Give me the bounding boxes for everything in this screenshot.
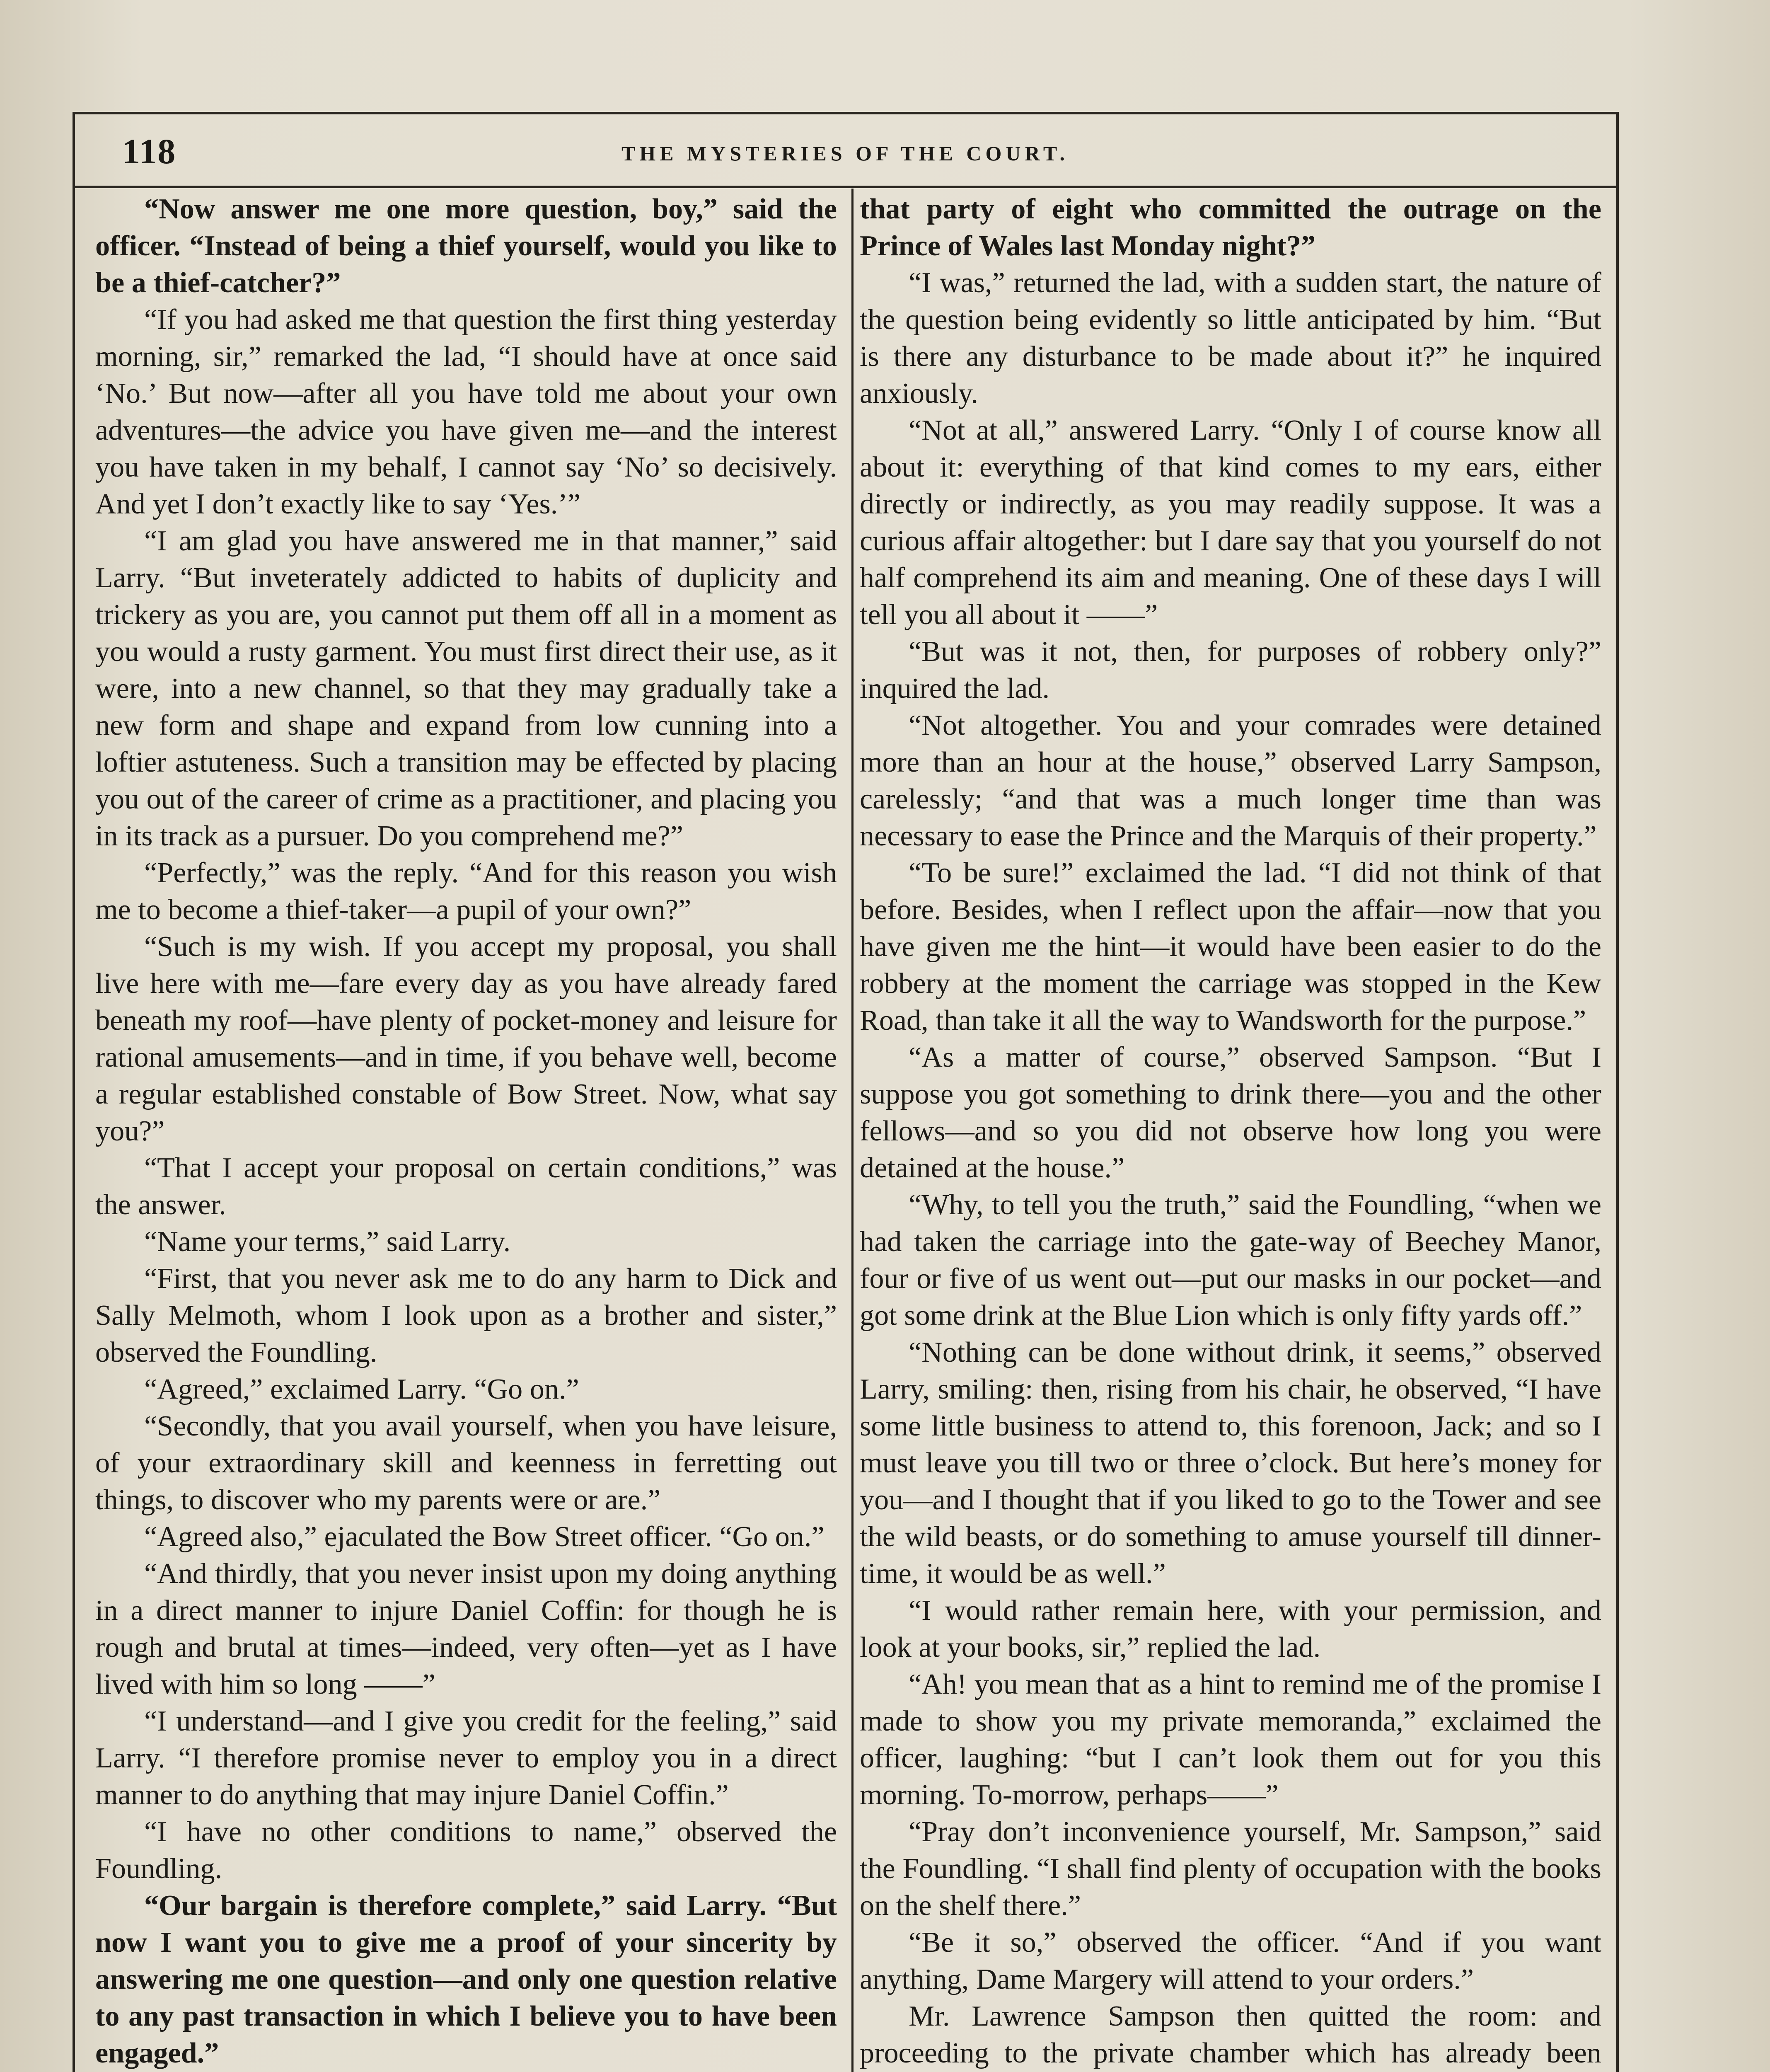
paragraph: “I was,” returned the lad, with a sudden start, the nature of the question being evidently so little anticipated by him. “But is there any disturbance to be made about it?” he inquired anxiously. [860, 266, 1601, 409]
paragraph: “I have no other conditions to name,” observed the Foundling. [95, 1815, 837, 1885]
header-rule [73, 186, 1616, 188]
paragraph: that party of eight who committed the outrage on the Prince of Wales last Monday night?” [860, 193, 1601, 262]
paragraph: “Agreed also,” ejaculated the Bow Street officer. “Go on.” [144, 1520, 825, 1553]
page-number: 118 [122, 131, 177, 171]
column-divider [851, 189, 854, 2072]
paragraph: “To be sure!” exclaimed the lad. “I did not think of that before. Besides, when I reflect upon the affair—now that you have given me the hint—it would have been easier to do the robbery at the moment the carriage was stopped in the Kew Road, than take it all the way to Wandsworth for the purpose.” [860, 857, 1601, 1036]
paragraph: “That I accept your proposal on certain conditions,” was the answer. [95, 1152, 837, 1221]
paragraph: “Such is my wish. If you accept my proposal, you shall live here with me—fare every day as you have already fared beneath my roof—have plenty of pocket-money and leisure for rational amusements—and in time, if you behave well, become a regular established constable of Bow Street. Now, what say you?” [95, 930, 837, 1147]
paragraph: “And thirdly, that you never insist upon my doing anything in a direct manner to injure Daniel Coffin: for though he is rough and brutal at times—indeed, very often—yet as I have lived with him so long ——” [95, 1557, 837, 1700]
left-column [95, 191, 837, 2072]
running-title: THE MYSTERIES OF THE COURT. [621, 142, 1069, 165]
paragraph: “Name your terms,” said Larry. [144, 1225, 511, 1258]
paragraph: Mr. Lawrence Sampson then quitted the room: and proceeding to the private chamber which has already been [860, 2000, 1601, 2069]
right-column [860, 191, 1601, 2072]
paragraph: “Our bargain is therefore complete,” said Larry. “But now I want you to give me a proof of your sincerity by answering me one question—and only one question relative to any past transaction in which I believe you to have been engaged.” [95, 1889, 837, 2069]
paragraph: “As a matter of course,” observed Sampson. “But I suppose you got something to drink there—you and the other fellows—and so you did not observe how long you were detained at the house.” [860, 1041, 1601, 1184]
paragraph: “Perfectly,” was the reply. “And for this reason you wish me to become a thief-taker—a pupil of your own?” [95, 857, 837, 926]
paragraph: “Pray don’t inconvenience yourself, Mr. Sampson,” said the Foundling. “I shall find plenty of occupation with the books on the shelf there.” [860, 1815, 1601, 1922]
paragraph: “Not at all,” answered Larry. “Only I of course know all about it: everything of that kind comes to my ears, either directly or indirectly, as you may readily suppose. It was a curious affair altogether: but I dare say that you yourself do not half comprehend its aim and meaning. One of these days I will tell you all about it ——” [860, 414, 1601, 631]
paragraph: “Why, to tell you the truth,” said the Foundling, “when we had taken the carriage into the gate-way of Beechey Manor, four or five of us went out—put our masks in our pocket—and got some drink at the Blue Lion which is only fifty yards off.” [860, 1188, 1601, 1331]
paragraph: “Agreed,” exclaimed Larry. “Go on.” [144, 1373, 579, 1405]
paragraph: “First, that you never ask me to do any harm to Dick and Sally Melmoth, whom I look upon as a brother and sister,” observed the Foundling. [95, 1262, 837, 1368]
page-header [83, 118, 1608, 184]
paragraph: “I am glad you have answered me in that manner,” said Larry. “But inveterately addicted to habits of duplicity and trickery as you are, you cannot put them off all in a moment as you would a rusty garment. You must first direct their use, as it were, into a new channel, so that they may gradually take a new form and shape and expand from low cunning into a loftier astuteness. Such a transition may be effected by placing you out of the career of crime as a practitioner, and placing you in its track as a pursuer. Do you comprehend me?” [95, 525, 837, 852]
paragraph: “Be it so,” observed the officer. “And if you want anything, Dame Margery will attend to your orders.” [860, 1926, 1601, 1995]
paragraph: “If you had asked me that question the first thing yesterday morning, sir,” remarked the lad, “I should have at once said ‘No.’ But now—after all you have told me about your own adventures—the advice you have given me—and the interest you have taken in my behalf, I cannot say ‘No’ so decisively. And yet I don’t exactly like to say ‘Yes.’” [95, 303, 837, 520]
paragraph: “Not altogether. You and your comrades were detained more than an hour at the house,” observed Larry Sampson, carelessly; “and that was a much longer time than was necessary to ease the Prince and the Marquis of their property.” [860, 709, 1601, 852]
paragraph: “I would rather remain here, with your permission, and look at your books, sir,” replied the lad. [860, 1594, 1601, 1663]
paragraph: “I understand—and I give you credit for the feeling,” said Larry. “I therefore promise never to employ you in a direct manner to do anything that may injure Daniel Coffin.” [95, 1705, 837, 1811]
paragraph: “But was it not, then, for purposes of robbery only?” inquired the lad. [860, 635, 1601, 704]
paragraph: “Nothing can be done without drink, it seems,” observed Larry, smiling: then, rising from his chair, he observed, “I have some little business to attend to, this forenoon, Jack; and so I must leave you till two or three o’clock. But here’s money for you—and I thought that if you liked to go to the Tower and see the wild beasts, or do something to amuse yourself till dinner-time, it would be as well.” [860, 1336, 1601, 1590]
paragraph: “Now answer me one more question, boy,” said the officer. “Instead of being a thief yourself, would you like to be a thief-catcher?” [95, 193, 837, 299]
paragraph: “Secondly, that you avail yourself, when you have leisure, of your extraordinary skill and keenness in ferretting out things, to discover who my parents were or are.” [95, 1410, 837, 1516]
paragraph: “Ah! you mean that as a hint to remind me of the promise I made to show you my private memoranda,” exclaimed the officer, laughing: “but I can’t look them out for you this morning. To-morrow, perhaps——” [860, 1668, 1601, 1811]
